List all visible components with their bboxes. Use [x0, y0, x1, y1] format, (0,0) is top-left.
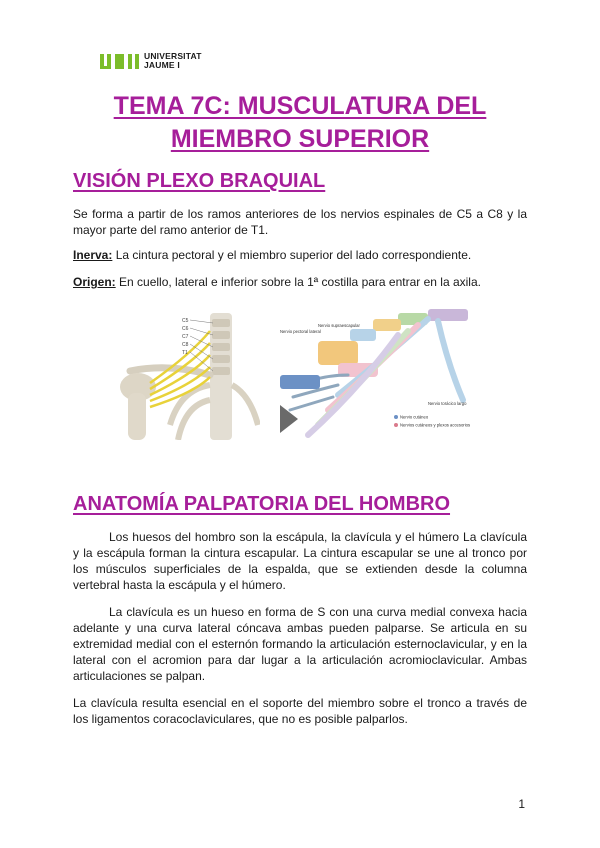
title-line-1: TEMA 7C: MUSCULATURA DEL [113, 92, 487, 120]
origen-label: Origen: [73, 275, 116, 289]
title-line-2: MIEMBRO SUPERIOR [170, 125, 430, 153]
legend-nervio-cutaneo: Nervio cutáneo [400, 414, 429, 420]
logo-text [144, 52, 202, 70]
section-heading-hombro: ANATOMÍA PALPATORIA DEL HOMBRO [73, 493, 451, 515]
origen-text: En cuello, lateral e inferior sobre la 1ª costilla para entrar en la axila. [115, 275, 481, 289]
hombro-paragraph-1: Los huesos del hombro son la escápula, la clavícula y el húmero La clavícula y la escápula forman la cintura escapular. La cintura escapular se une al tronco por los músculos superficiales de la espalda, que se extienden desde la columna vertebral hasta la escápula y el húmero. [73, 530, 527, 592]
root-label-c7: C7 [182, 334, 189, 340]
inerva-line [73, 247, 527, 263]
document-title [60, 90, 540, 156]
logo-line-1: UNIVERSITAT [144, 51, 202, 61]
label-torácico-largo: Nervio torácico largo [428, 401, 467, 406]
brachial-plexus-schematic-figure [278, 305, 470, 440]
page-number: 1 [518, 797, 525, 811]
university-logo [100, 50, 220, 72]
root-label-t1: T1 [182, 350, 188, 356]
inerva-text: La cintura pectoral y el miembro superior del lado correspondiente. [112, 248, 472, 262]
root-label-c5: C5 [182, 318, 189, 324]
section-heading-plexo: VISIÓN PLEXO BRAQUIAL [73, 170, 326, 192]
brachial-plexus-skeleton-figure [110, 305, 260, 440]
root-label-c8: C8 [182, 342, 189, 348]
label-supraescapular: Nervio supraescapular [318, 323, 360, 328]
root-label-c6: C6 [182, 326, 189, 332]
uji-logo-mark [100, 51, 140, 71]
hombro-paragraph-3: La clavícula resulta esencial en el soporte del miembro sobre el tronco a través de los ligamentos coracoclaviculares, que no es posible palparlos. [73, 696, 527, 726]
origen-line [73, 274, 527, 290]
legend-nervios-accesorios: Nervios cutáneos y plexos accesorios [400, 422, 470, 428]
logo-line-2: JAUME I [144, 60, 180, 70]
label-pectoral-lateral: Nervio pectoral lateral [280, 329, 321, 334]
intro-paragraph: Se forma a partir de los ramos anteriores de los nervios espinales de C5 a C8 y la mayor parte del ramo anterior de T1. [73, 207, 527, 237]
hombro-paragraph-2: La clavícula es un hueso en forma de S con una curva medial convexa hacia adelante y una curva lateral cóncava ambas pueden palparse. Se articula en su extremidad medial con el esternón formando la articulación esternoclavicular, y en la lateral con el acromion para dar lugar a la articulación acromioclavicular. Ambas articulaciones se palpan. [73, 605, 527, 683]
root-labels [182, 318, 189, 356]
inerva-label: Inerva: [73, 248, 113, 262]
